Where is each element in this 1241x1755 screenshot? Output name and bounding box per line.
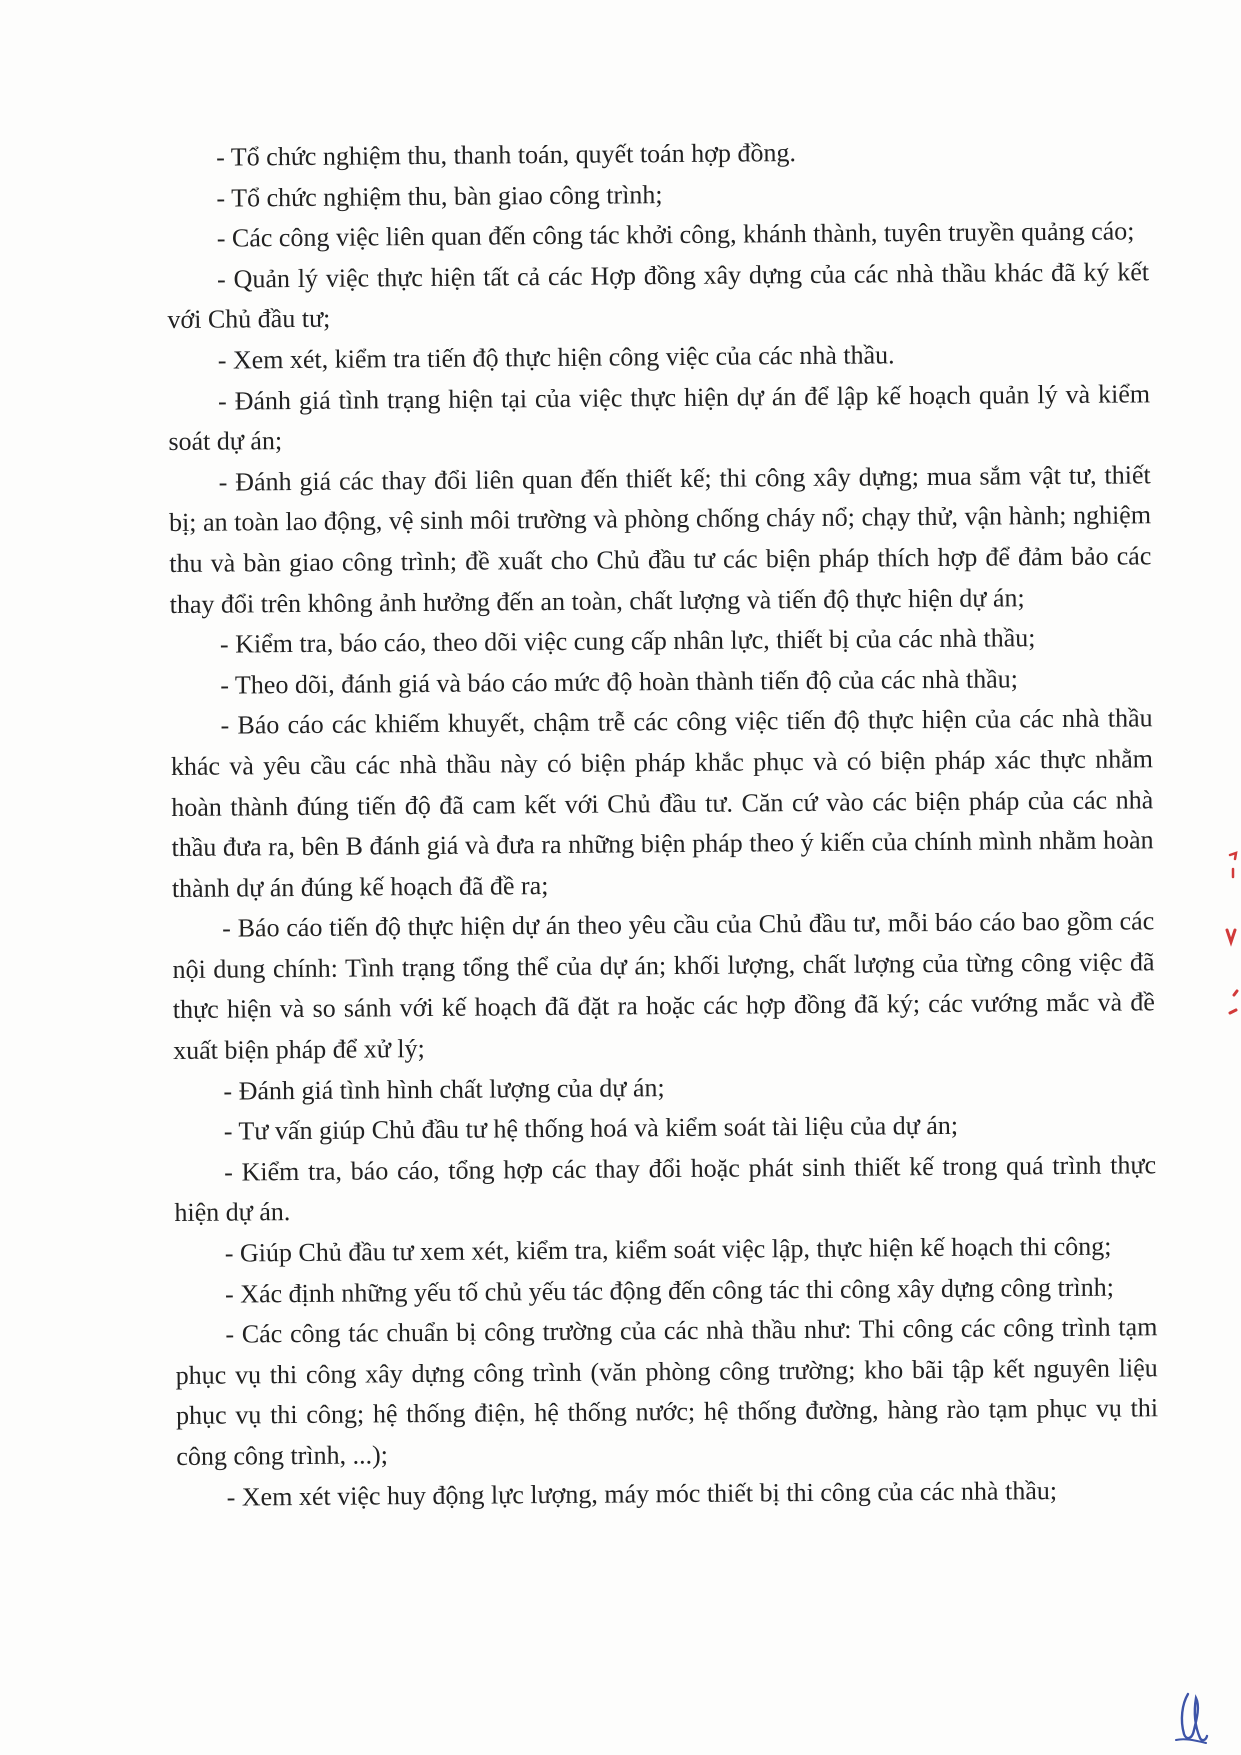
list-item: - Các công tác chuẩn bị công trường của các nhà thầu như: Thi công các công trình tạm phục vụ thi công xây dựng công trình (văn phòng công trường; kho bãi tập kết nguyên liệu phục vụ thi công; hệ thống điện, hệ thống nước; hệ thống đường, hàng rào tạm phục vụ thi công công trình, ...); (175, 1312, 1159, 1471)
list-item: - Xem xét, kiểm tra tiến độ thực hiện công việc của các nhà thầu. (217, 340, 895, 375)
document-body (166, 130, 1159, 1518)
list-item: - Đánh giá tình trạng hiện tại của việc thực hiện dự án để lập kế hoạch quản lý và kiểm soát dự án; (168, 378, 1151, 457)
list-item: - Các công việc liên quan đến công tác khởi công, khánh thành, tuyên truyền quảng cáo; (216, 216, 1135, 253)
list-item: - Quản lý việc thực hiện tất cả các Hợp đồng xây dựng của các nhà thầu khác đã ký kết với Chủ đầu tư; (167, 257, 1150, 335)
list-item: - Đánh giá tình hình chất lượng của dự án; (223, 1072, 665, 1106)
stamp-mark (1230, 853, 1236, 877)
stamp-mark (1230, 991, 1237, 1013)
list-item: - Giúp Chủ đầu tư xem xét, kiểm tra, kiểm soát việc lập, thực hiện kế hoạch thi công; (224, 1231, 1112, 1268)
list-item: - Báo cáo tiến độ thực hiện dự án theo yêu cầu của Chủ đầu tư, mỗi báo cáo bao gồm các nội dung chính: Tình trạng tổng thể của dự án; khối lượng, chất lượng của từng công việc đã thực hiện và so sánh với kế hoạch đã đặt ra hoặc các hợp đồng đã ký; các vướng mắc và đề xuất biện pháp để xử lý; (172, 906, 1155, 1066)
stamp-edge-marks (1224, 845, 1240, 1045)
list-item: - Đánh giá các thay đổi liên quan đến thiết kế; thi công xây dựng; mua sắm vật tư, thiết bị; an toàn lao động, vệ sinh môi trường và phòng chống cháy nổ; chạy thử, vận hành; nghiệm thu và bàn giao công trình; đề xuất cho Chủ đầu tư các biện pháp thích hợp để đảm bảo các thay đổi trên không ảnh hưởng đến an toàn, chất lượng và tiến độ thực hiện dự án; (168, 460, 1152, 619)
list-item: - Tổ chức nghiệm thu, bàn giao công trình; (216, 179, 663, 213)
list-item: - Theo dõi, đánh giá và báo cáo mức độ hoàn thành tiến độ của các nhà thầu; (220, 664, 1019, 700)
list-item: - Kiểm tra, báo cáo, theo dõi việc cung cấp nhân lực, thiết bị của các nhà thầu; (219, 623, 1036, 659)
handwritten-initial (1170, 1690, 1210, 1746)
list-item: - Kiểm tra, báo cáo, tổng hợp các thay đổi hoặc phát sinh thiết kế trong quá trình thực hiện dự án. (174, 1150, 1157, 1228)
list-item: - Báo cáo các khiếm khuyết, chậm trễ các công việc tiến độ thực hiện của các nhà thầu khác và yêu cầu các nhà thầu này có biện pháp khắc phục và có biện pháp xác thực nhằm hoàn thành đúng tiến độ đã cam kết với Chủ đầu tư. Căn cứ vào các biện pháp của các nhà thầu đưa ra, bên B đánh giá và đưa ra những biện pháp theo ý kiến của chính mình nhằm hoàn thành dự án đúng kế hoạch đã đề ra; (170, 703, 1154, 903)
list-item: - Xác định những yếu tố chủ yếu tác động đến công tác thi công xây dựng công trình; (224, 1272, 1115, 1309)
stamp-mark (1227, 930, 1235, 942)
list-item: - Tư vấn giúp Chủ đầu tư hệ thống hoá và kiểm soát tài liệu của dự án; (223, 1111, 959, 1146)
list-item: - Xem xét việc huy động lực lượng, máy móc thiết bị thi công của các nhà thầu; (226, 1475, 1058, 1512)
list-item: - Tổ chức nghiệm thu, thanh toán, quyết toán hợp đồng. (216, 138, 797, 172)
